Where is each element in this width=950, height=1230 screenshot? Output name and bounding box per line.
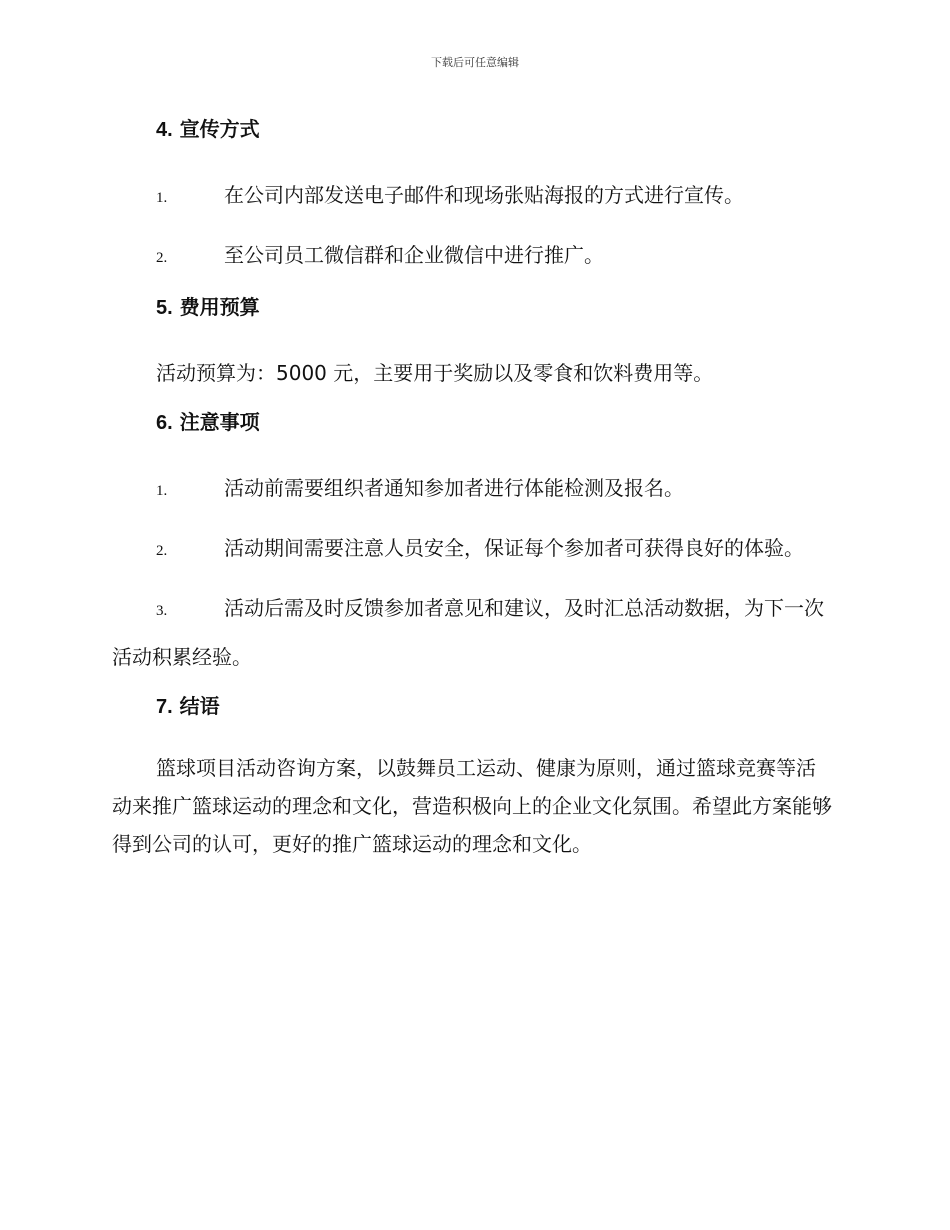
section-6-number: 6. [156, 412, 173, 434]
list-item [112, 232, 832, 281]
list-item [112, 525, 832, 574]
section-4-title: 宣传方式 [179, 117, 260, 141]
section-5-title: 费用预算 [179, 295, 260, 319]
section-5-number: 5. [156, 297, 173, 319]
list-item-text: 至公司员工微信群和企业微信中进行推广。 [224, 243, 604, 267]
list-item [112, 172, 832, 221]
section-7-heading [156, 691, 832, 721]
section-7-body: 篮球项目活动咨询方案，以鼓舞员工运动、健康为原则，通过篮球竞赛等活动来推广篮球运动的理念和文化，营造积极向上的企业文化氛围。希望此方案能够得到公司的认可，更好的推广篮球运动的理念和文化。 [112, 756, 832, 856]
section-6-title: 注意事项 [179, 410, 260, 434]
list-item-text: 活动前需要组织者通知参加者进行体能检测及报名。 [224, 476, 684, 500]
list-item-text: 活动后需及时反馈参加者意见和建议，及时汇总活动数据，为下一次活动积累经验。 [112, 596, 824, 669]
list-item [112, 465, 832, 514]
section-4-heading [156, 114, 832, 144]
section-6-heading [156, 407, 832, 437]
list-marker: 1. [156, 483, 168, 499]
list-item [112, 585, 832, 680]
section-7-number: 7. [156, 696, 173, 718]
list-marker: 3. [156, 603, 168, 619]
section-7-title: 结语 [179, 694, 220, 718]
document-body [112, 110, 832, 863]
section-4-number: 4. [156, 119, 173, 141]
list-item-text: 在公司内部发送电子邮件和现场张贴海报的方式进行宣传。 [224, 183, 744, 207]
section-5-body: 活动预算为：5000 元，主要用于奖励以及零食和饮料费用等。 [156, 361, 714, 385]
list-marker: 2. [156, 543, 168, 559]
header-note: 下载后可任意编辑 [431, 56, 519, 69]
list-marker: 2. [156, 250, 168, 266]
list-item-text: 活动期间需要注意人员安全，保证每个参加者可获得良好的体验。 [224, 536, 804, 560]
section-5-heading [156, 292, 832, 322]
list-marker: 1. [156, 190, 168, 206]
